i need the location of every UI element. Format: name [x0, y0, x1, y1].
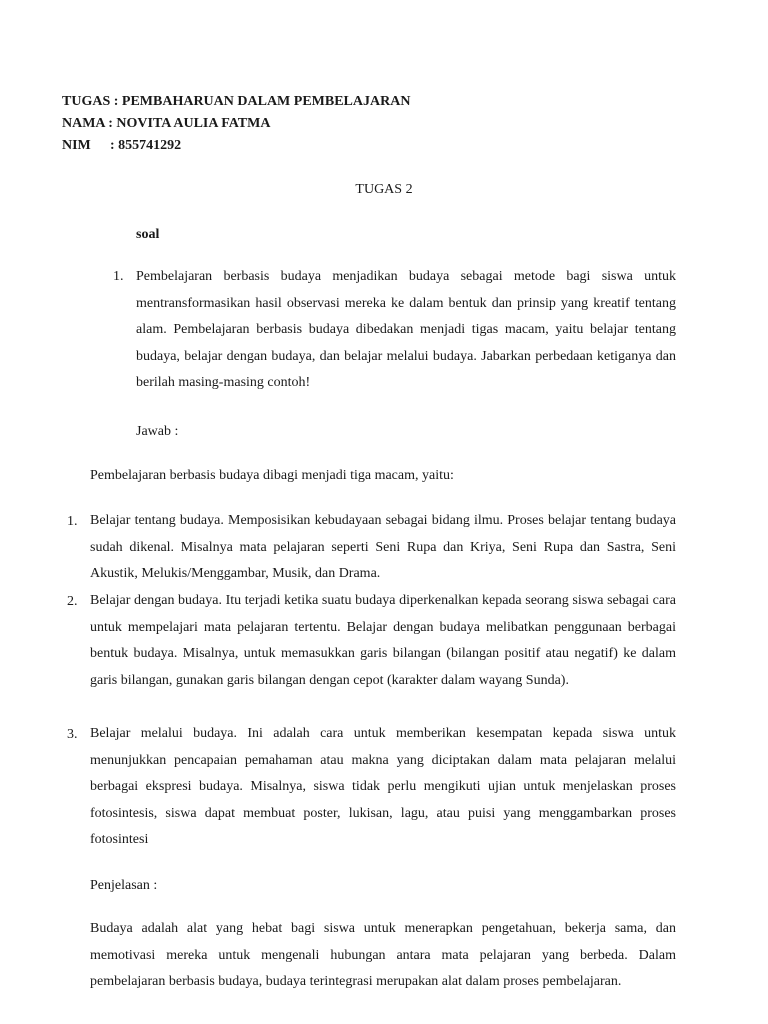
question-number: 1. [113, 269, 124, 284]
jawab-label: Jawab : [136, 424, 179, 439]
list-item: Belajar tentang budaya. Memposisikan kebudayaan sebagai bidang ilmu. Proses belajar tentang budaya sudah dikenal. Misalnya mata pelajaran seperti Seni Rupa dan Kriya, Seni Rupa dan Sastra, Seni Akustik, Melukis/Menggambar, Musik, dan Drama. [90, 513, 676, 581]
soal-label: soal [136, 227, 160, 242]
list-item: Belajar melalui budaya. Ini adalah cara untuk memberikan kesempatan kepada siswa untuk menunjukkan pencapaian pemahaman atau makna yang diciptakan dalam mata pelajaran melalui berbagai ekspresi budaya. Misalnya, siswa tidak perlu mengikuti ujian untuk menjelaskan proses fotosintesis, siswa dapat membuat poster, lukisan, lagu, atau puisi yang menggambarkan proses fotosintesi [90, 726, 676, 847]
item-number: 2. [67, 594, 78, 609]
answer-intro: Pembelajaran berbasis budaya dibagi menjadi tiga macam, yaitu: [90, 468, 454, 483]
penjelasan-text: Budaya adalah alat yang hebat bagi siswa untuk menerapkan pengetahuan, bekerja sama, dan memotivasi mereka untuk mengenali hubungan antara mata pelajaran yang berbeda. Dalam pembelajaran berbasis budaya, budaya terintegrasi merupakan alat dalam proses pembelajaran. [90, 921, 676, 989]
item-number: 1. [67, 514, 78, 529]
student-nim [62, 138, 181, 154]
page-title: TUGAS 2 [355, 182, 413, 197]
nim-label: NIM [62, 138, 91, 153]
question-text: Pembelajaran berbasis budaya menjadikan budaya sebagai metode bagi siswa untuk mentransformasikan hasil observasi mereka ke dalam bentuk dan prinsip yang kreatif tentang alam. Pembelajaran berbasis budaya dibedakan menjadi tigas macam, yaitu belajar tentang budaya, belajar dengan budaya, dan belajar melalui budaya. Jabarkan perbedaan ketiganya dan berilah masing-masing contoh! [136, 269, 676, 390]
list-item: Belajar dengan budaya. Itu terjadi ketika suatu budaya diperkenalkan kepada seorang siswa sebagai cara untuk mempelajari mata pelajaran tertentu. Belajar dengan budaya melibatkan penggunaan berbagai bentuk budaya. Misalnya, untuk memasukkan garis bilangan (bilangan positif atau negatif) ke dalam garis bilangan, gunakan garis bilangan dengan cepot (karakter dalam wayang Sunda). [90, 593, 676, 688]
penjelasan-label: Penjelasan : [90, 878, 158, 893]
student-name: NAMA : NOVITA AULIA FATMA [62, 116, 271, 131]
assignment-title: TUGAS : PEMBAHARUAN DALAM PEMBELAJARAN [62, 94, 411, 109]
item-number: 3. [67, 727, 78, 742]
nim-value: : 855741292 [110, 138, 182, 153]
